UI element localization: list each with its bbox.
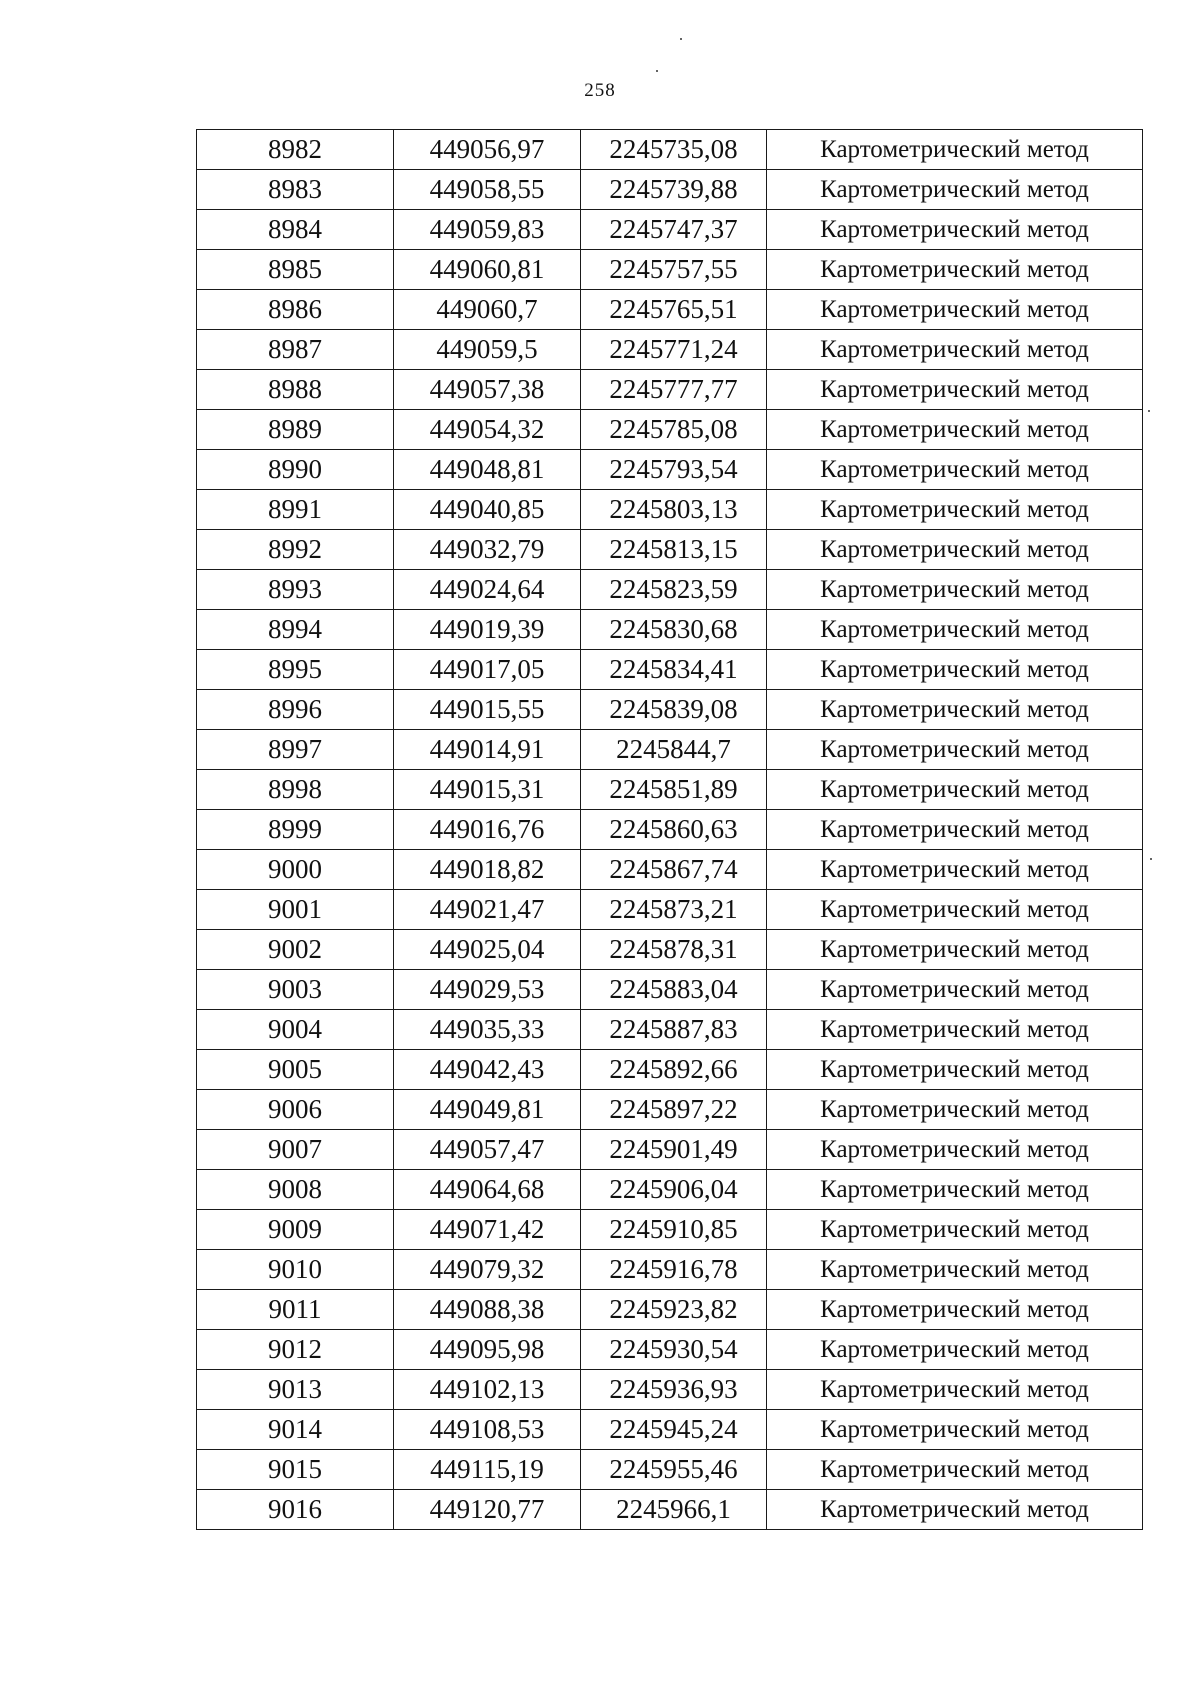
method-cell: Картометрический метод <box>767 1410 1143 1450</box>
point-number-cell: 9008 <box>197 1170 394 1210</box>
coordinates-table <box>196 129 1143 1530</box>
table-row <box>197 770 1143 810</box>
coordinate-x-cell: 449102,13 <box>394 1370 581 1410</box>
coordinate-y-cell: 2245945,24 <box>581 1410 767 1450</box>
point-number-cell: 9012 <box>197 1330 394 1370</box>
coordinate-x-cell: 449088,38 <box>394 1290 581 1330</box>
method-cell: Картометрический метод <box>767 370 1143 410</box>
point-number-cell: 9001 <box>197 890 394 930</box>
coordinate-y-cell: 2245803,13 <box>581 490 767 530</box>
coordinate-x-cell: 449014,91 <box>394 730 581 770</box>
coordinate-y-cell: 2245955,46 <box>581 1450 767 1490</box>
point-number-cell: 8996 <box>197 690 394 730</box>
scan-speck <box>1148 410 1150 412</box>
table-row <box>197 450 1143 490</box>
method-cell: Картометрический метод <box>767 1010 1143 1050</box>
point-number-cell: 8994 <box>197 610 394 650</box>
table-row <box>197 290 1143 330</box>
point-number-cell: 9010 <box>197 1250 394 1290</box>
coordinate-x-cell: 449048,81 <box>394 450 581 490</box>
point-number-cell: 8987 <box>197 330 394 370</box>
coordinate-x-cell: 449016,76 <box>394 810 581 850</box>
coordinate-x-cell: 449060,81 <box>394 250 581 290</box>
coordinate-y-cell: 2245765,51 <box>581 290 767 330</box>
coordinate-x-cell: 449108,53 <box>394 1410 581 1450</box>
coordinate-y-cell: 2245839,08 <box>581 690 767 730</box>
method-cell: Картометрический метод <box>767 1090 1143 1130</box>
table-row <box>197 1010 1143 1050</box>
coordinate-x-cell: 449025,04 <box>394 930 581 970</box>
coordinate-x-cell: 449024,64 <box>394 570 581 610</box>
table-row <box>197 330 1143 370</box>
method-cell: Картометрический метод <box>767 490 1143 530</box>
table-row <box>197 410 1143 450</box>
method-cell: Картометрический метод <box>767 770 1143 810</box>
point-number-cell: 9007 <box>197 1130 394 1170</box>
point-number-cell: 9014 <box>197 1410 394 1450</box>
coordinate-y-cell: 2245844,7 <box>581 730 767 770</box>
point-number-cell: 8999 <box>197 810 394 850</box>
table-row <box>197 1090 1143 1130</box>
method-cell: Картометрический метод <box>767 130 1143 170</box>
table-row <box>197 730 1143 770</box>
table-row <box>197 890 1143 930</box>
point-number-cell: 9002 <box>197 930 394 970</box>
coordinate-y-cell: 2245930,54 <box>581 1330 767 1370</box>
coordinate-x-cell: 449056,97 <box>394 130 581 170</box>
point-number-cell: 9003 <box>197 970 394 1010</box>
point-number-cell: 8995 <box>197 650 394 690</box>
table-row <box>197 1210 1143 1250</box>
coordinate-x-cell: 449058,55 <box>394 170 581 210</box>
coordinate-y-cell: 2245906,04 <box>581 1170 767 1210</box>
table-row <box>197 810 1143 850</box>
method-cell: Картометрический метод <box>767 210 1143 250</box>
coordinate-x-cell: 449019,39 <box>394 610 581 650</box>
scan-speck <box>1150 858 1152 860</box>
coordinate-x-cell: 449015,31 <box>394 770 581 810</box>
method-cell: Картометрический метод <box>767 1490 1143 1530</box>
point-number-cell: 8983 <box>197 170 394 210</box>
coordinate-x-cell: 449054,32 <box>394 410 581 450</box>
method-cell: Картометрический метод <box>767 850 1143 890</box>
method-cell: Картометрический метод <box>767 1050 1143 1090</box>
method-cell: Картометрический метод <box>767 1210 1143 1250</box>
coordinate-y-cell: 2245923,82 <box>581 1290 767 1330</box>
coordinate-x-cell: 449021,47 <box>394 890 581 930</box>
coordinate-x-cell: 449042,43 <box>394 1050 581 1090</box>
point-number-cell: 9013 <box>197 1370 394 1410</box>
coordinate-y-cell: 2245910,85 <box>581 1210 767 1250</box>
table-row <box>197 1170 1143 1210</box>
table-row <box>197 130 1143 170</box>
table-row <box>197 1250 1143 1290</box>
point-number-cell: 9000 <box>197 850 394 890</box>
method-cell: Картометрический метод <box>767 890 1143 930</box>
method-cell: Картометрический метод <box>767 530 1143 570</box>
table-row <box>197 170 1143 210</box>
method-cell: Картометрический метод <box>767 1370 1143 1410</box>
method-cell: Картометрический метод <box>767 1250 1143 1290</box>
coordinate-x-cell: 449079,32 <box>394 1250 581 1290</box>
coordinate-y-cell: 2245867,74 <box>581 850 767 890</box>
table-row <box>197 1130 1143 1170</box>
method-cell: Картометрический метод <box>767 290 1143 330</box>
coordinate-x-cell: 449059,5 <box>394 330 581 370</box>
method-cell: Картометрический метод <box>767 1450 1143 1490</box>
table-row <box>197 1050 1143 1090</box>
coordinate-x-cell: 449057,47 <box>394 1130 581 1170</box>
page-number: 258 <box>584 80 616 101</box>
coordinate-y-cell: 2245966,1 <box>581 1490 767 1530</box>
point-number-cell: 8991 <box>197 490 394 530</box>
coordinate-x-cell: 449095,98 <box>394 1330 581 1370</box>
coordinate-y-cell: 2245793,54 <box>581 450 767 490</box>
table-row <box>197 1330 1143 1370</box>
method-cell: Картометрический метод <box>767 1290 1143 1330</box>
coordinate-y-cell: 2245883,04 <box>581 970 767 1010</box>
method-cell: Картометрический метод <box>767 610 1143 650</box>
method-cell: Картометрический метод <box>767 1170 1143 1210</box>
coordinate-y-cell: 2245873,21 <box>581 890 767 930</box>
table-row <box>197 1290 1143 1330</box>
table-row <box>197 250 1143 290</box>
coordinate-x-cell: 449064,68 <box>394 1170 581 1210</box>
table-row <box>197 490 1143 530</box>
method-cell: Картометрический метод <box>767 810 1143 850</box>
method-cell: Картометрический метод <box>767 730 1143 770</box>
coordinate-x-cell: 449059,83 <box>394 210 581 250</box>
coordinate-y-cell: 2245735,08 <box>581 130 767 170</box>
method-cell: Картометрический метод <box>767 1130 1143 1170</box>
scan-speck <box>680 38 682 40</box>
coordinate-x-cell: 449018,82 <box>394 850 581 890</box>
coordinate-x-cell: 449057,38 <box>394 370 581 410</box>
coordinate-y-cell: 2245834,41 <box>581 650 767 690</box>
coordinate-y-cell: 2245739,88 <box>581 170 767 210</box>
coordinate-y-cell: 2245878,31 <box>581 930 767 970</box>
point-number-cell: 8998 <box>197 770 394 810</box>
table-row <box>197 690 1143 730</box>
table-row <box>197 1450 1143 1490</box>
method-cell: Картометрический метод <box>767 1330 1143 1370</box>
point-number-cell: 8997 <box>197 730 394 770</box>
method-cell: Картометрический метод <box>767 410 1143 450</box>
method-cell: Картометрический метод <box>767 330 1143 370</box>
point-number-cell: 8990 <box>197 450 394 490</box>
point-number-cell: 9005 <box>197 1050 394 1090</box>
table-row <box>197 570 1143 610</box>
table-row <box>197 930 1143 970</box>
coordinate-y-cell: 2245823,59 <box>581 570 767 610</box>
method-cell: Картометрический метод <box>767 570 1143 610</box>
point-number-cell: 8993 <box>197 570 394 610</box>
coordinate-x-cell: 449060,7 <box>394 290 581 330</box>
method-cell: Картометрический метод <box>767 450 1143 490</box>
method-cell: Картометрический метод <box>767 690 1143 730</box>
coordinate-y-cell: 2245757,55 <box>581 250 767 290</box>
coordinate-y-cell: 2245813,15 <box>581 530 767 570</box>
coordinate-x-cell: 449071,42 <box>394 1210 581 1250</box>
scan-speck <box>656 70 658 72</box>
table-row <box>197 650 1143 690</box>
coordinate-x-cell: 449049,81 <box>394 1090 581 1130</box>
coordinates-table-body <box>197 130 1143 1530</box>
table-row <box>197 610 1143 650</box>
method-cell: Картометрический метод <box>767 930 1143 970</box>
coordinate-y-cell: 2245771,24 <box>581 330 767 370</box>
point-number-cell: 9015 <box>197 1450 394 1490</box>
method-cell: Картометрический метод <box>767 970 1143 1010</box>
coordinate-x-cell: 449120,77 <box>394 1490 581 1530</box>
coordinate-y-cell: 2245897,22 <box>581 1090 767 1130</box>
coordinate-y-cell: 2245830,68 <box>581 610 767 650</box>
point-number-cell: 9009 <box>197 1210 394 1250</box>
coordinate-y-cell: 2245851,89 <box>581 770 767 810</box>
coordinate-y-cell: 2245747,37 <box>581 210 767 250</box>
table-row <box>197 210 1143 250</box>
table-row <box>197 1490 1143 1530</box>
table-row <box>197 370 1143 410</box>
point-number-cell: 9016 <box>197 1490 394 1530</box>
method-cell: Картометрический метод <box>767 170 1143 210</box>
coordinate-x-cell: 449035,33 <box>394 1010 581 1050</box>
point-number-cell: 8985 <box>197 250 394 290</box>
coordinate-x-cell: 449032,79 <box>394 530 581 570</box>
coordinate-y-cell: 2245901,49 <box>581 1130 767 1170</box>
coordinate-y-cell: 2245916,78 <box>581 1250 767 1290</box>
point-number-cell: 8982 <box>197 130 394 170</box>
point-number-cell: 8988 <box>197 370 394 410</box>
point-number-cell: 8992 <box>197 530 394 570</box>
coordinate-y-cell: 2245887,83 <box>581 1010 767 1050</box>
coordinate-y-cell: 2245785,08 <box>581 410 767 450</box>
point-number-cell: 8984 <box>197 210 394 250</box>
point-number-cell: 9006 <box>197 1090 394 1130</box>
coordinate-y-cell: 2245892,66 <box>581 1050 767 1090</box>
method-cell: Картометрический метод <box>767 650 1143 690</box>
point-number-cell: 8989 <box>197 410 394 450</box>
coordinate-x-cell: 449115,19 <box>394 1450 581 1490</box>
point-number-cell: 8986 <box>197 290 394 330</box>
coordinate-x-cell: 449015,55 <box>394 690 581 730</box>
point-number-cell: 9011 <box>197 1290 394 1330</box>
point-number-cell: 9004 <box>197 1010 394 1050</box>
coordinate-x-cell: 449040,85 <box>394 490 581 530</box>
coordinate-x-cell: 449029,53 <box>394 970 581 1010</box>
coordinate-y-cell: 2245860,63 <box>581 810 767 850</box>
coordinate-y-cell: 2245777,77 <box>581 370 767 410</box>
method-cell: Картометрический метод <box>767 250 1143 290</box>
table-row <box>197 1370 1143 1410</box>
coordinate-x-cell: 449017,05 <box>394 650 581 690</box>
table-row <box>197 850 1143 890</box>
table-row <box>197 970 1143 1010</box>
table-row <box>197 530 1143 570</box>
table-row <box>197 1410 1143 1450</box>
coordinate-y-cell: 2245936,93 <box>581 1370 767 1410</box>
